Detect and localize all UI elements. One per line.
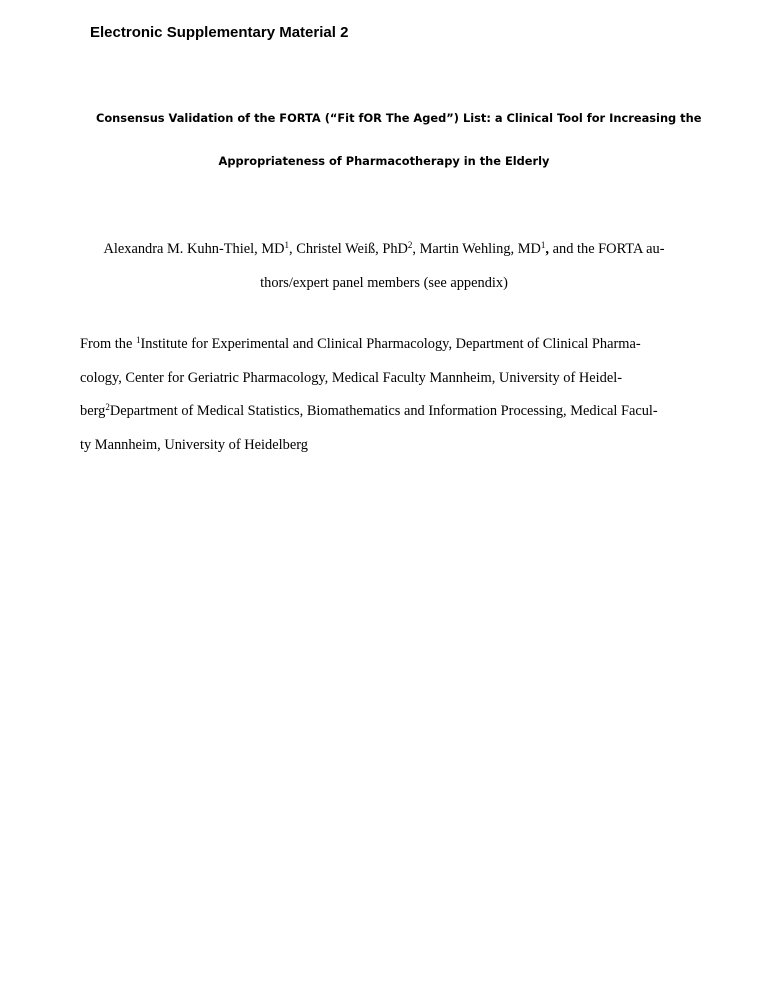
affiliation-mark: 2 <box>105 402 110 412</box>
affiliation-line-1 <box>80 328 700 362</box>
affiliation-prefix: From the <box>80 336 136 352</box>
author-affiliation-mark: 1 <box>284 240 290 250</box>
author-affiliation-mark: 1 <box>540 240 546 250</box>
author-list <box>80 232 688 300</box>
affiliation-mark: 1 <box>135 335 141 345</box>
affiliation-block <box>80 328 700 462</box>
author-line-1 <box>80 232 688 266</box>
supplementary-material-label: Electronic Supplementary Material 2 <box>90 24 349 41</box>
author-name: Christel Weiß, PhD <box>296 241 408 257</box>
author-affiliation-mark: 2 <box>407 240 413 250</box>
affiliation-text: Department of Medical Statistics, Biomathematics and Information Processing, Medical Facul- <box>109 403 658 419</box>
affiliation-line-3 <box>80 395 700 429</box>
title-line-1: Consensus Validation of the FORTA (“Fit fOR The Aged”) List: a Clinical Tool for Increasing the <box>96 111 702 125</box>
paper-title <box>96 97 702 183</box>
affiliation-line-4: ty Mannheim, University of Heidelberg <box>80 436 308 453</box>
author-separator: , <box>545 241 550 257</box>
affiliation-text: Institute for Experimental and Clinical Pharmacology, Department of Clinical Pharma- <box>140 336 641 352</box>
author-name: Martin Wehling, MD <box>419 241 541 257</box>
affiliation-line-2: cology, Center for Geriatric Pharmacology, Medical Faculty Mannheim, University of Heidel- <box>80 369 623 386</box>
author-separator: , <box>412 241 420 257</box>
affiliation-text: berg <box>80 403 106 419</box>
author-name: Alexandra M. Kuhn-Thiel, MD <box>103 241 285 257</box>
author-separator: , <box>289 241 297 257</box>
title-line-2: Appropriateness of Pharmacotherapy in the Elderly <box>218 154 550 168</box>
author-line-2: thors/expert panel members (see appendix) <box>260 275 508 291</box>
author-group-text: and the FORTA au- <box>549 241 665 257</box>
